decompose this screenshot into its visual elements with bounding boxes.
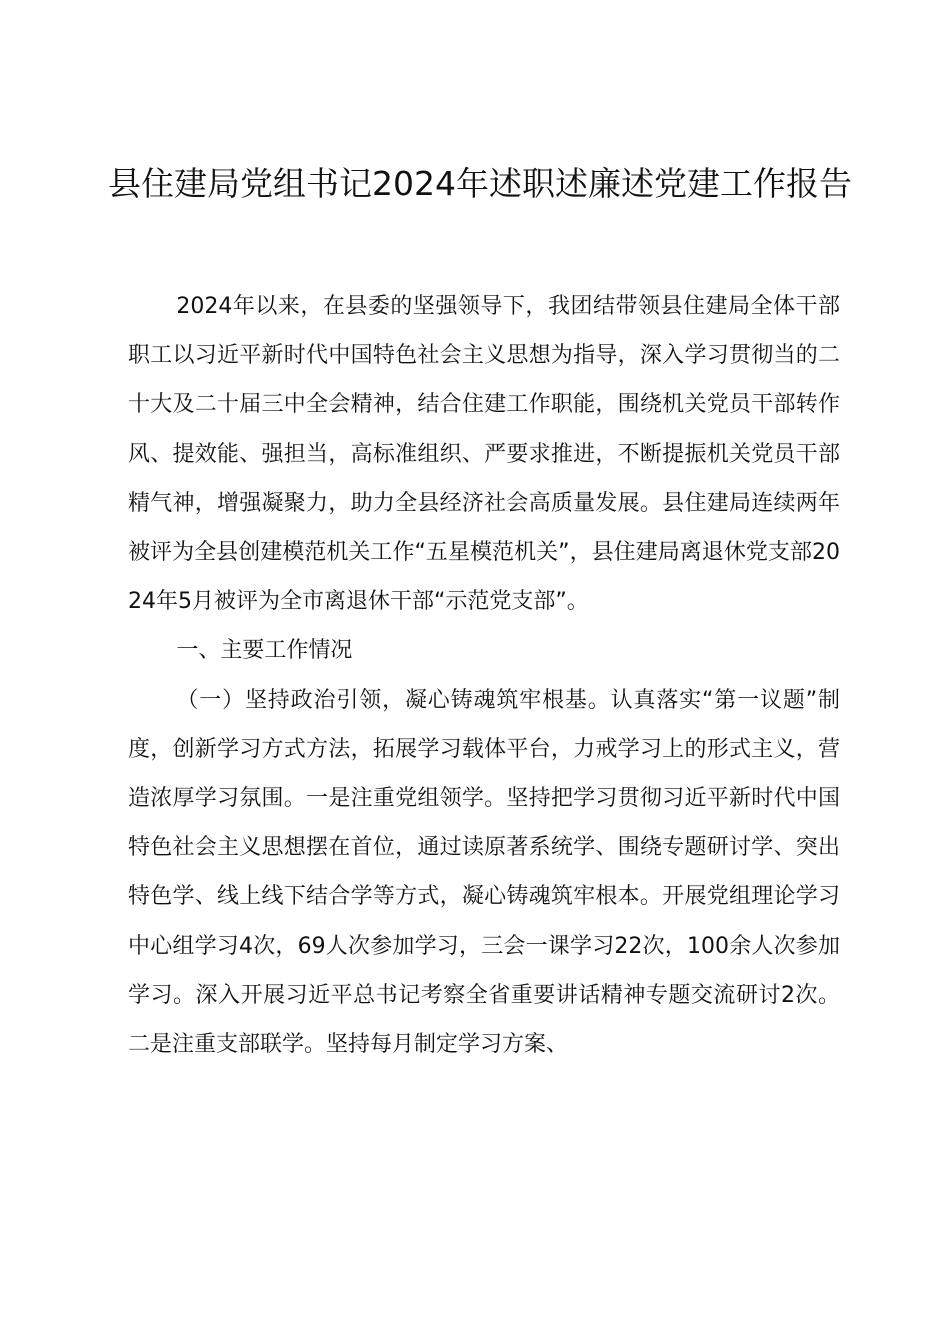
section-paragraph: （一）坚持政治引领，凝心铸魂筑牢根基。认真落实“第一议题”制度，创新学习方式方法，拓展学习载体平台，力戒学习上的形式主义，营造浓厚学习氛围。一是注重党组领学。坚持把学习贯彻习近平新时代中国特色社会主义思想摆在首位，通过读原著系统学、围绕专题研讨学、突出特色学、线上线下结合学等方式，凝心铸魂筑牢根本。开展党组理论学习中心组学习4次，69人次参加学习，三会一课学习22次，100余人次参加学习。深入开展习近平总书记考察全省重要讲话精神专题交流研讨2次。二是注重支部联学。坚持每月制定学习方案、 (128, 687, 840, 1058)
document-body (128, 282, 840, 1069)
section-heading: 一、主要工作情况 (176, 638, 353, 664)
document-title: 县住建局党组书记2024年述职述廉述党建工作报告 (108, 164, 852, 203)
intro-paragraph: 2024年以来，在县委的坚强领导下，我团结带领县住建局全体干部职工以习近平新时代中国特色社会主义思想为指导，深入学习贯彻当的二十大及二十届三中全会精神，结合住建工作职能，围绕机关党员干部转作风、提效能、强担当，高标准组织、严要求推进，不断提振机关党员干部精气神，增强凝聚力，助力全县经济社会高质量发展。县住建局连续两年被评为全县创建模范机关工作“五星模范机关”，县住建局离退休党支部2024年5月被评为全市离退休干部“示范党支部”。 (128, 294, 840, 615)
